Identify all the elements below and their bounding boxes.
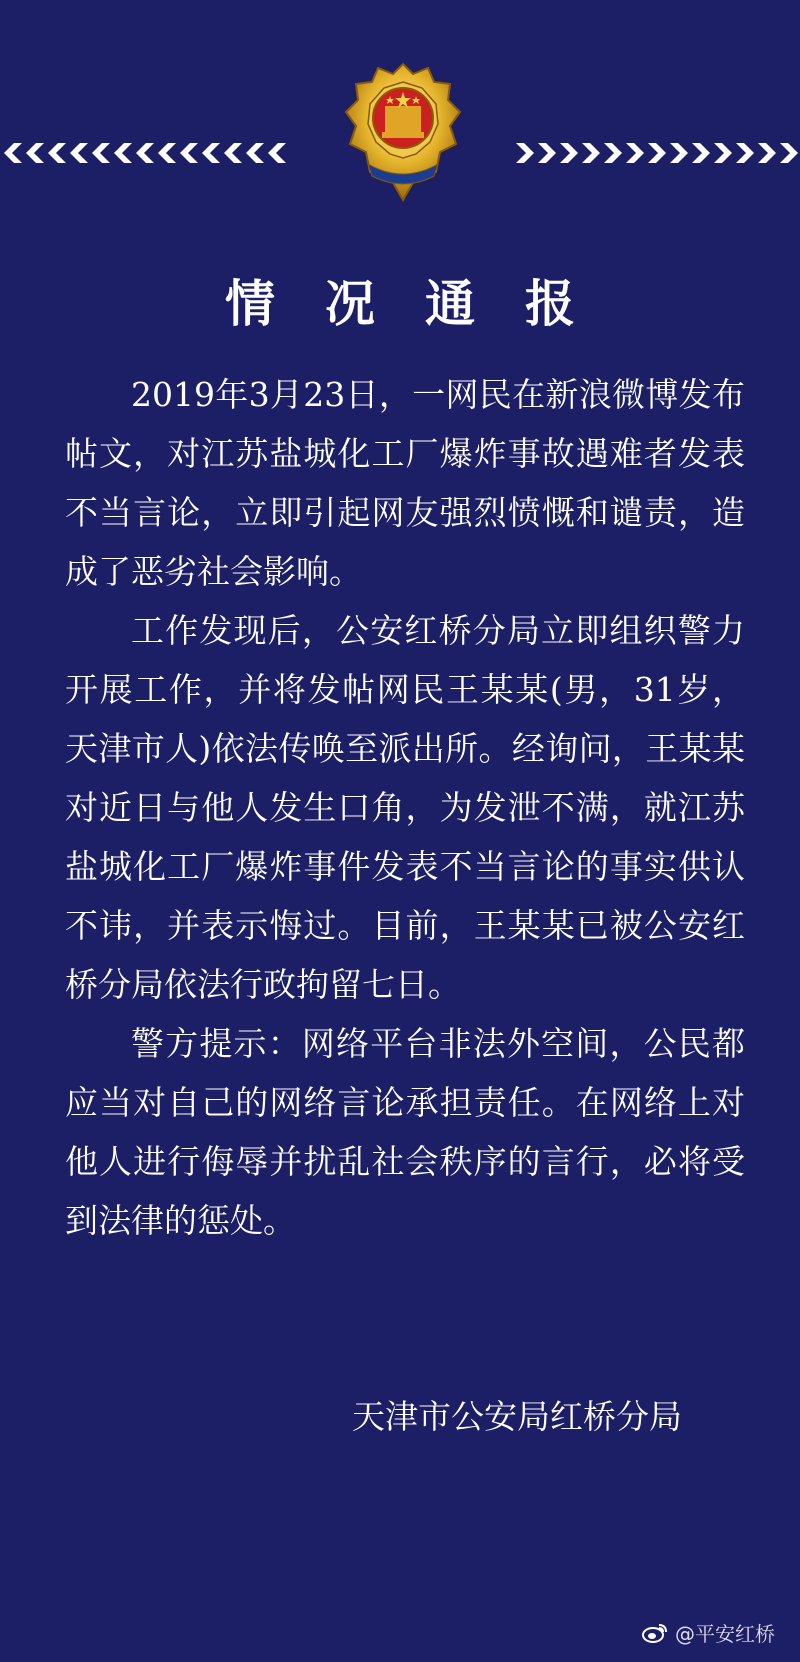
header-banner xyxy=(0,0,800,220)
weibo-icon xyxy=(641,1622,669,1644)
paragraph-2: 工作发现后，公安红桥分局立即组织警力开展工作，并将发帖网民王某某(男，31岁，天津市人)依法传唤至派出所。经询问，王某某对近日与他人发生口角，为发泄不满，就江苏盐城化工厂爆炸事件发表不当言论的事实供认不讳，并表示悔过。目前，王某某已被公安红桥分局依法行政拘留七日。 xyxy=(65,611,745,1004)
police-emblem-icon xyxy=(338,60,468,205)
paragraph-1: 2019年3月23日，一网民在新浪微博发布帖文，对江苏盐城化工厂爆炸事故遇难者发表不当言论，立即引起网友强烈愤慨和谴责，造成了恶劣社会影响。 xyxy=(65,375,745,591)
left-arrow-decoration xyxy=(0,140,290,166)
weibo-watermark xyxy=(641,1618,775,1647)
right-arrow-decoration xyxy=(512,140,800,166)
paragraph-3: 警方提示：网络平台非法外空间，公民都应当对自己的网络言论承担责任。在网络上对他人进行侮辱并扰乱社会秩序的言行，必将受到法律的惩处。 xyxy=(65,1024,745,1240)
notice-body xyxy=(65,365,745,1250)
issuer-signature: 天津市公安局红桥分局 xyxy=(352,1397,682,1436)
watermark-text: @平安红桥 xyxy=(675,1622,775,1646)
notice-title: 情况通报 xyxy=(225,273,625,333)
